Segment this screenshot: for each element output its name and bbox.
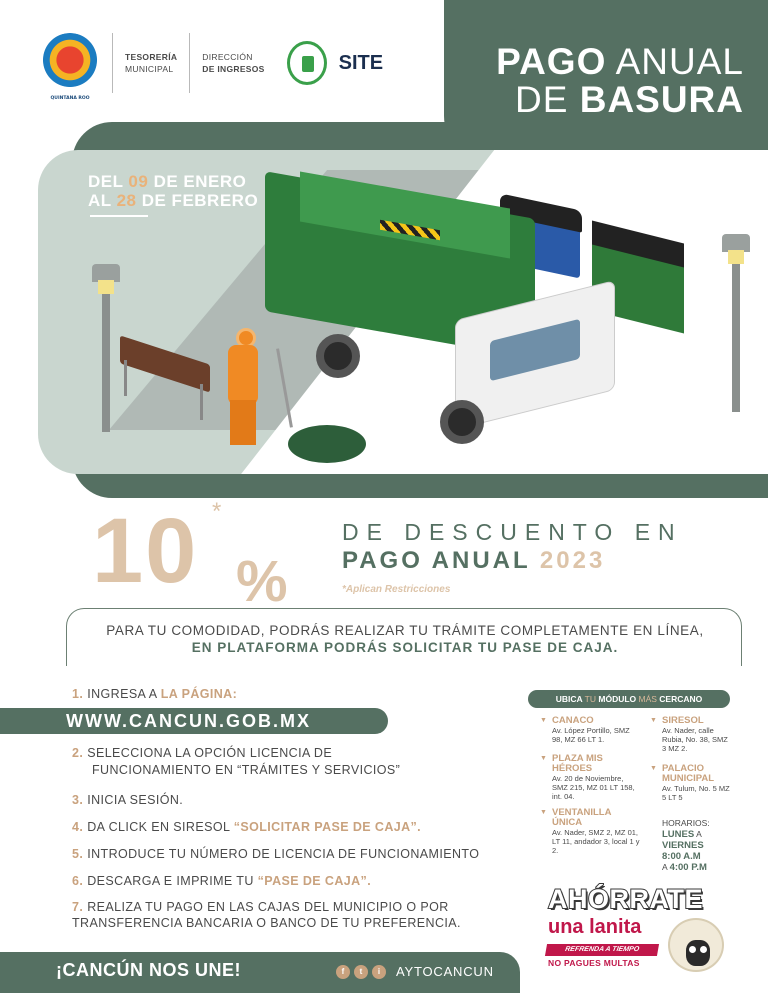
title-line2 [515,80,744,120]
street-lamp-left [102,282,110,432]
step-7-cont [72,915,461,931]
sheep-face [686,940,710,966]
website-url[interactable]: WWW.CANCUN.GOB.MX [66,711,311,731]
social-icons [336,965,386,979]
module-siresol [650,716,734,753]
step-number: 5. [72,847,84,861]
dates-al: AL [88,191,117,210]
lamp-light-right [728,250,744,264]
module-canaco [540,716,640,744]
module-name: ▼ PALACIO MUNICIPAL [650,764,734,784]
discount-asterisk: * [212,498,222,525]
discount-line1: DE DESCUENTO EN [342,519,683,545]
modules-head-cercano: CERCANO [659,694,703,704]
modules-head-ubica: UBICA [555,694,585,704]
step-2-line1: SELECCIONA LA OPCIÓN LICENCIA DE [87,746,333,760]
footer-slogan: ¡CANCÚN NOS UNE! [56,960,241,980]
step-2 [72,745,332,761]
step-2-line2: FUNCIONAMIENTO EN “TRÁMITES Y SERVICIOS” [92,763,401,777]
worker-legs [230,400,256,445]
module-palacio-municipal [650,764,734,802]
step-3 [72,792,183,808]
truck-wheel [440,400,484,444]
hours-a: A [694,829,702,839]
campaign-subtitle: una lanita [548,916,642,938]
module-name: ▼ SIRESOL [650,716,734,726]
step-4-text: DA CLICK EN SIRESOL [87,820,234,834]
site-logo-text: SITE [338,51,384,74]
direccion-line2: DE INGRESOS [202,64,265,74]
step-6-highlight: “PASE DE CAJA”. [257,874,372,888]
step-number: 6. [72,874,84,888]
tesoreria-line2: MUNICIPAL [125,64,174,74]
sheep-eye [700,946,707,953]
bench-leg [200,384,203,420]
office-hours [662,818,710,873]
step-5 [72,846,479,862]
module-plaza-mis-heroes [540,754,640,801]
module-ventanilla-unica [540,808,640,855]
module-address: Av. Nader, SMZ 2, MZ 01, LT 11, andador 3, local 1 y 2. [552,828,640,855]
logo-divider [189,33,190,93]
online-info-box [66,608,742,666]
title-anual: ANUAL [606,41,744,82]
direccion-line1: DIRECCIÓN [202,52,253,62]
step-number: 1. [72,687,84,701]
title-basura: BASURA [579,79,744,120]
title-pago: PAGO [496,41,607,82]
module-name: ▼ PLAZA MIS HÉROES [540,754,640,774]
step-number: 7. [72,900,84,914]
dates-end-day: 28 [116,191,137,210]
hours-from-day: LUNES [662,829,695,840]
campaign-tag2: NO PAGUES MULTAS [548,958,640,968]
tesoreria-line1: TESORERÍA [125,52,178,62]
module-address: Av. 20 de Noviembre, SMZ 215, MZ 01 LT 158, int. 04. [552,774,635,801]
module-address: Av. Tulum, No. 5 MZ 5 LT 5 [662,784,730,802]
discount-line2 [342,547,605,575]
instagram-icon[interactable]: i [372,965,386,979]
step-7 [72,899,449,915]
seal-label-bottom: QUINTANA ROO [50,96,90,101]
step-number: 2. [72,746,84,760]
modules-head-modulo: MÓDULO [598,694,639,704]
dates-underline [90,215,148,217]
dates-start-day: 09 [128,172,149,191]
twitter-icon[interactable]: t [354,965,368,979]
step-1-highlight: LA PÁGINA: [160,687,238,701]
module-address: Av. López Portillo, SMZ 98, MZ 66 LT 1. [552,726,630,744]
online-info-line2: EN PLATAFORMA PODRÁS SOLICITAR TU PASE DE CAJA. [191,640,619,655]
step-3-text: INICIA SESIÓN. [87,793,184,807]
sheep-mascot-icon [668,918,724,972]
street-lamp-right [732,252,740,412]
step-1-text: INGRESA A [87,687,161,701]
hours-to-day: VIERNES [662,840,704,851]
step-7-line1: REALIZA TU PAGO EN LAS CAJAS DEL MUNICIPIO O POR [87,900,449,914]
dates-del: DEL [88,172,129,191]
payment-dates [88,172,258,210]
lamp-light-left [98,280,114,294]
module-name: ▼ VENTANILLA ÚNICA [540,808,640,828]
website-url-bar[interactable] [0,708,388,734]
step-4-highlight: “SOLICITAR PASE DE CAJA”. [233,820,422,834]
step-5-text: INTRODUCE TU NÚMERO DE LICENCIA DE FUNCIONAMIENTO [87,847,480,861]
discount-number: 10 [92,500,199,602]
sheep-eye [689,946,696,953]
campaign-tag: REFRENDA A TIEMPO [545,944,659,956]
online-info-line1: PARA TU COMODIDAD, PODRÁS REALIZAR TU TRÁMITE COMPLETAMENTE EN LÍNEA, [106,623,704,638]
hours-open: 8:00 A.M [662,851,701,862]
discount-year: 2023 [539,547,606,574]
title-de: DE [515,79,580,120]
bench-leg [124,360,127,396]
dates-start-month: DE ENERO [148,172,247,191]
modules-head-mas: MÁS [638,694,660,704]
module-address: Av. Nader, calle Rubia, No. 38, SMZ 3 MZ 2. [662,726,728,753]
hours-close: 4:00 P.M [669,862,707,873]
restrictions-note: *Aplican Restricciones [342,584,451,595]
direccion-label [202,51,264,75]
discount-percent-sign: % [236,549,288,614]
step-2-cont [92,762,400,778]
step-6 [72,873,371,889]
hours-a2: A [662,862,670,872]
logo-divider [112,33,113,93]
modules-head-tu: TU [584,694,599,704]
garbage-pile [288,425,366,463]
module-name: ▼ CANACO [540,716,640,726]
step-number: 3. [72,793,84,807]
header-logos [40,28,384,101]
step-6-text: DESCARGA E IMPRIME TU [87,874,258,888]
sanitation-worker [228,345,258,405]
facebook-icon[interactable]: f [336,965,350,979]
discount-pago-anual: PAGO ANUAL [342,547,540,574]
campaign-title: AHÓRRATE [548,884,703,914]
step-1 [72,686,237,702]
municipal-seal-logo [40,33,100,101]
step-7-line2: TRANSFERENCIA BANCARIA O BANCO DE TU PREFERENCIA. [72,916,461,930]
step-number: 4. [72,820,84,834]
social-handle[interactable]: AYTOCANCUN [396,964,494,979]
siresol-logo [287,41,327,85]
title-line1 [496,42,744,82]
hours-label: HORARIOS: [662,818,710,828]
step-4 [72,819,421,835]
dates-end-month: DE FEBRERO [136,191,259,210]
truck-wheel [316,334,360,378]
modules-header [528,690,730,708]
site-logo [339,52,383,75]
tesoreria-label [125,51,177,75]
footer-bar [0,952,520,993]
